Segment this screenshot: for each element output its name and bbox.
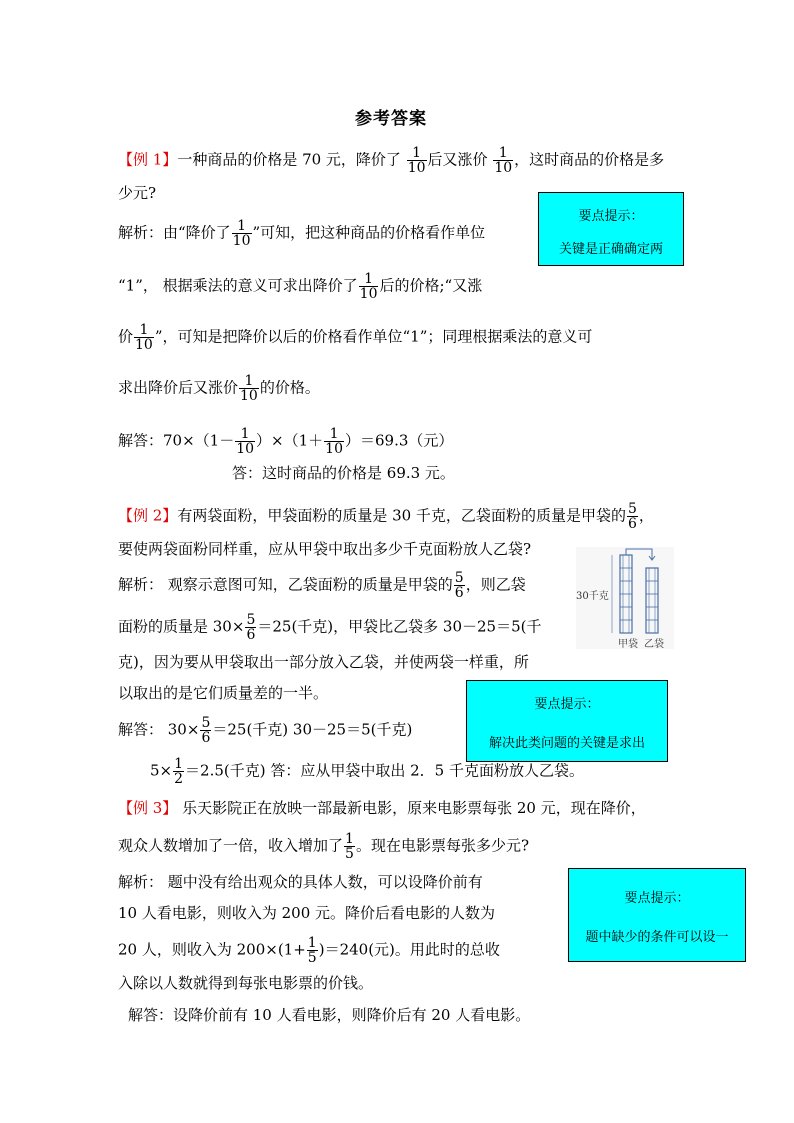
- example-1-tag: 【例 1】: [118, 150, 178, 169]
- example-1-answer: 解答：70×（1－ $\frac{1}{10}$ ）×（1＋ $\frac{1}{10}$ ）＝69.3（元）: [118, 426, 454, 457]
- bag-weight-label: 30千克: [576, 591, 609, 602]
- tip-box-1: [538, 192, 684, 266]
- example-3-analysis-line: 10 人看电影，则收入为 200 元。降价后看电影的人数为: [118, 904, 496, 922]
- example-1-question-cont: 少元?: [118, 184, 157, 202]
- fraction: $\frac{1}{5}$: [307, 935, 317, 966]
- bag-a-label: 甲袋: [618, 639, 638, 650]
- example-2-analysis-line: 面粉的质量是 30× $\frac{5}{6}$ ＝25(千克)，甲袋比乙袋多 30－25＝5(千: [118, 612, 542, 643]
- fraction: $\frac{5}{6}$: [246, 612, 256, 643]
- example-2-answer-cont: 5× $\frac{1}{2}$ ＝2.5(千克) 答：应从甲袋中取出 2．5 千克面粉放人乙袋。: [150, 756, 584, 787]
- tip-box-3: [568, 868, 746, 962]
- tip-heading: 要点提示：: [534, 697, 600, 712]
- example-2-question: 【例 2】有两袋面粉，甲袋面粉的质量是 30 千克，乙袋面粉的质量是甲袋的 $\frac{5}{6}$ ，: [118, 501, 654, 532]
- tip-body: 关键是正确确定两: [558, 242, 663, 257]
- example-3-tag: 【例 3】: [118, 799, 178, 817]
- example-3-answer: 解答：设降价前有 10 人看电影，则降价后有 20 人看电影。: [128, 1006, 531, 1024]
- example-1-question: 【例 1】一种商品的价格是 70 元，降价了 $\frac{1}{10}$ 后又涨价 $\frac{1}{10}$ ，这时商品的价格是多: [118, 145, 665, 176]
- fraction: $\frac{5}{6}$: [627, 501, 637, 532]
- example-2-analysis-line: 解析： 观察示意图可知，乙袋面粉的质量是甲袋的 $\frac{5}{6}$ ，则乙袋: [118, 570, 526, 601]
- fraction: $\frac{5}{6}$: [201, 715, 211, 746]
- example-1-analysis-line: “1”， 根据乘法的意义可求出降价了 $\frac{1}{10}$ 后的价格;“又涨: [118, 271, 483, 302]
- fraction: $\frac{1}{10}$: [359, 271, 378, 302]
- fraction: $\frac{1}{10}$: [232, 218, 251, 249]
- example-1-final-answer: 答：这时商品的价格是 69.3 元。: [232, 464, 455, 482]
- example-2-analysis-line: 以取出的是它们质量差的一半。: [118, 684, 329, 702]
- tip-heading: 要点提示：: [578, 209, 644, 224]
- fraction: $\frac{1}{2}$: [174, 756, 184, 787]
- fraction: $\frac{5}{6}$: [454, 570, 464, 601]
- example-1-analysis-line: 解析：由“降价了 $\frac{1}{10}$ ”可知，把这种商品的价格看作单位: [118, 218, 486, 249]
- example-2-answer: 解答： 30× $\frac{5}{6}$ ＝25(千克) 30－25＝5(千克): [118, 715, 413, 746]
- example-2-analysis-line: 克)，因为要从甲袋取出一部分放入乙袋，并使两袋一样重，所: [118, 653, 529, 671]
- fraction: $\frac{1}{10}$: [236, 426, 255, 457]
- page-title: 参考答案: [355, 109, 427, 129]
- bag-diagram: [576, 547, 674, 649]
- tip-heading: 要点提示：: [624, 891, 690, 906]
- fraction: $\frac{1}{5}$: [345, 831, 354, 862]
- fraction: $\frac{1}{10}$: [135, 322, 153, 353]
- fraction: $\frac{1}{10}$: [325, 426, 343, 457]
- fraction: $\frac{1}{10}$: [240, 373, 258, 404]
- example-2-tag: 【例 2】: [118, 506, 178, 525]
- example-3-analysis-line: 解析： 题中没有给出观众的具体人数，可以设降价前有: [118, 873, 483, 891]
- tip-box-2: [466, 680, 668, 762]
- bag-b-label: 乙袋: [644, 639, 664, 650]
- example-3-question: 【例 3】 乐天影院正在放映一部最新电影，原来电影票每张 20 元，现在降价，: [118, 799, 646, 817]
- example-3-question-cont: 观众人数增加了一倍，收入增加了 $\frac{1}{5}$ 。现在电影票每张多少元?: [118, 831, 529, 862]
- fraction: $\frac{1}{10}$: [407, 145, 426, 176]
- example-3-analysis-line: 20 人，则收入为 200×(1+ $\frac{1}{5}$ )＝240(元)。用此时的总收: [118, 935, 500, 966]
- example-3-analysis-line: 入除以人数就得到每张电影票的价钱。: [118, 974, 374, 992]
- example-1-analysis-line: 价 $\frac{1}{10}$ ”，可知是把降价以后的价格看作单位“1”；同理根据乘法的意义可: [118, 322, 593, 353]
- example-1-analysis-line: 求出降价后又涨价 $\frac{1}{10}$ 的价格。: [118, 373, 320, 404]
- fraction: $\frac{1}{10}$: [494, 145, 513, 176]
- example-2-question-cont: 要使两袋面粉同样重，应从甲袋中取出多少千克面粉放人乙袋?: [118, 540, 532, 558]
- tip-body: 题中缺少的条件可以设一: [585, 930, 729, 945]
- tip-body: 解决此类问题的关键是求出: [488, 736, 645, 751]
